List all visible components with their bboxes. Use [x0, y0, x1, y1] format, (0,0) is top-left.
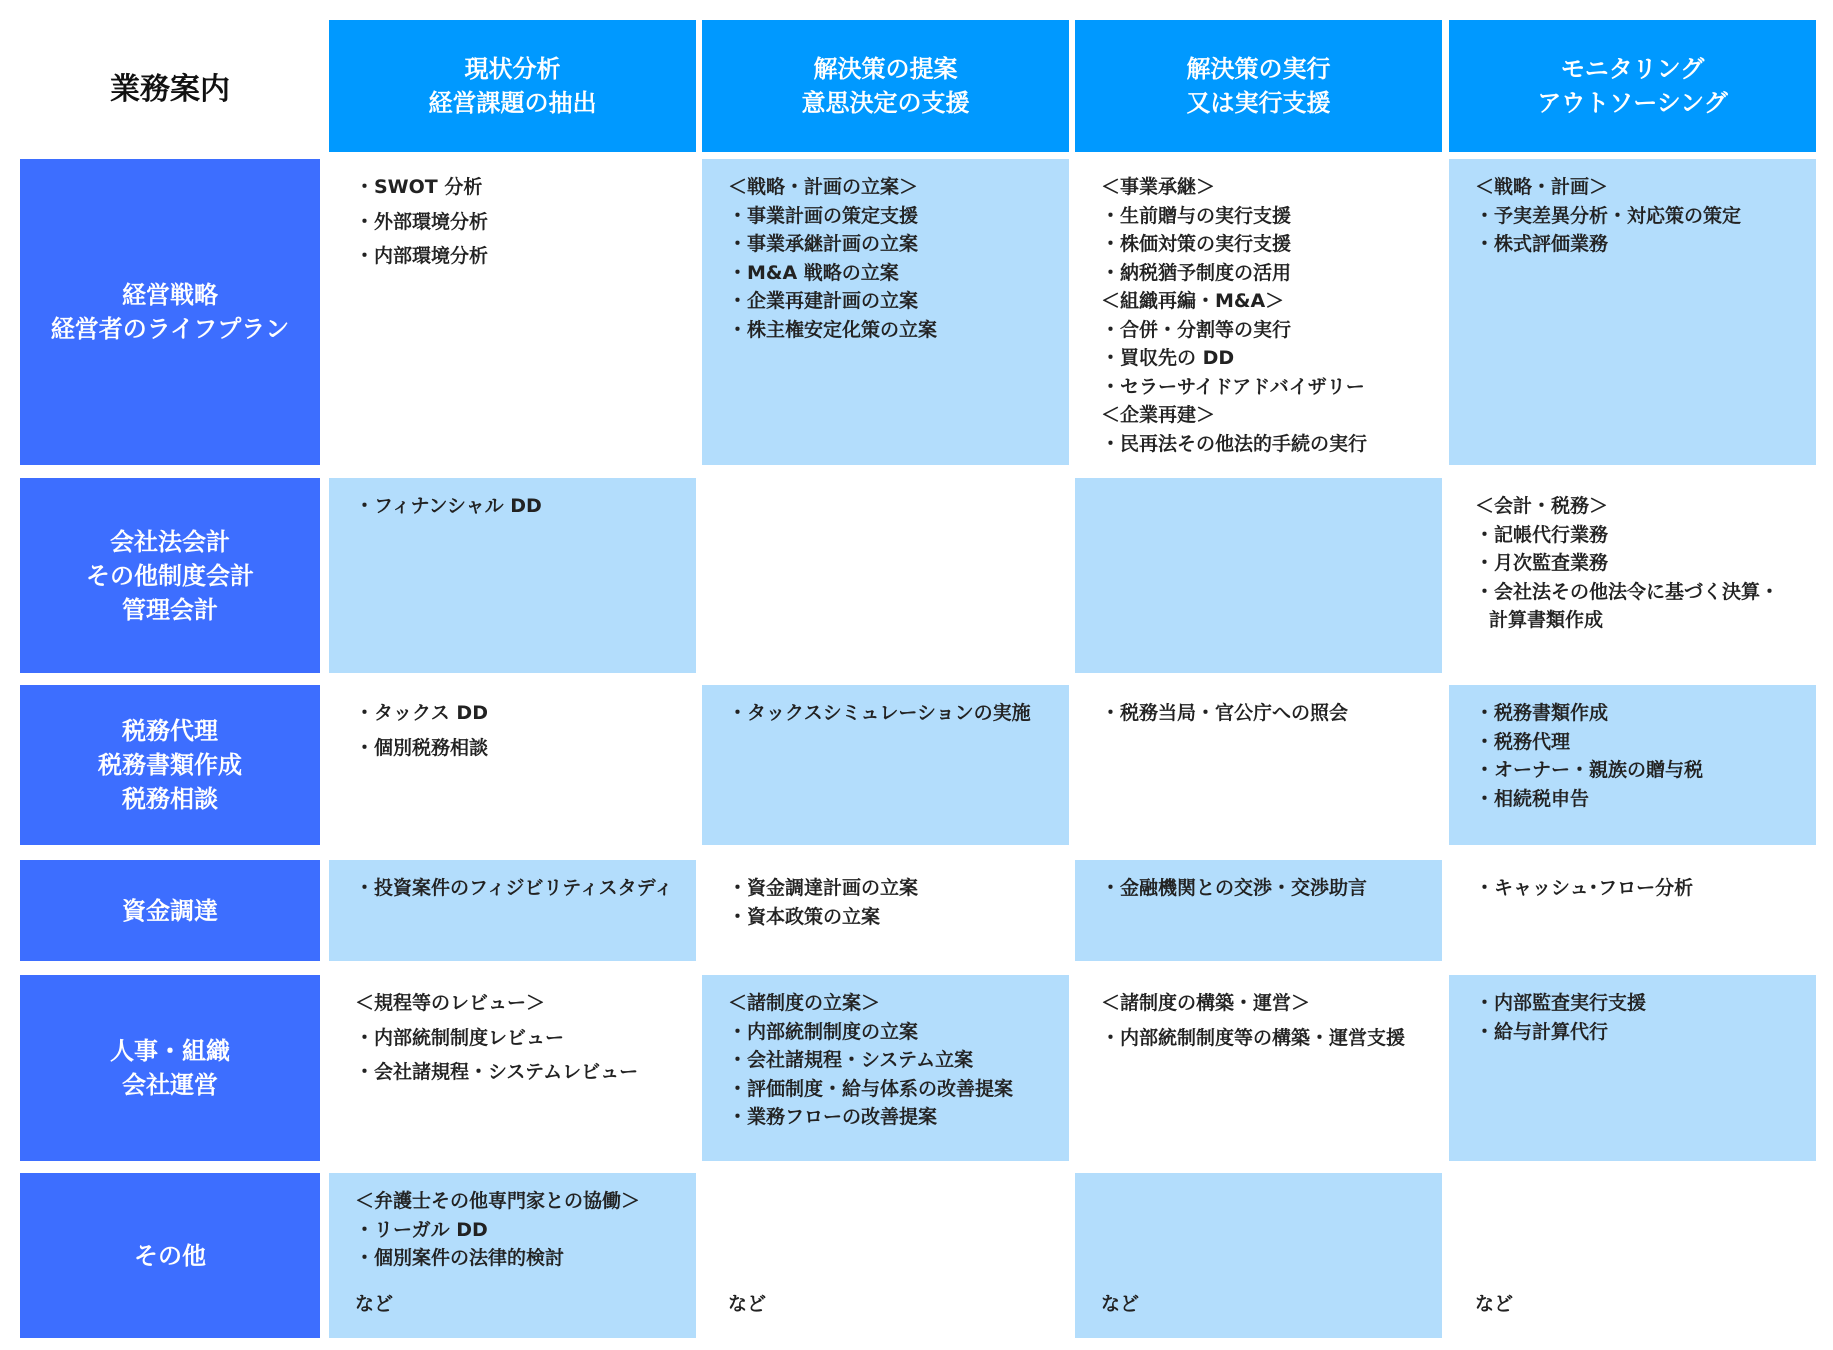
table-cell — [1449, 860, 1816, 961]
cell-item: ・予実差異分析・対応策の策定 — [1475, 204, 1742, 227]
column-header — [1449, 20, 1816, 152]
cell-item: ・株価対策の実行支援 — [1101, 233, 1292, 255]
row-header — [20, 685, 320, 845]
cell-item: ・税務書類作成 — [1475, 702, 1609, 724]
cell-item: ・民再法その他法的手続の実行 — [1101, 432, 1368, 455]
column-header-line: 解決策の提案 — [813, 55, 958, 83]
cell-item: ・リーガル DD — [355, 1218, 488, 1241]
cell-footer-note: など — [1475, 1292, 1514, 1315]
cell-item: ・タックス DD — [355, 702, 488, 724]
column-header-line: 現状分析 — [464, 55, 561, 83]
column-header — [702, 20, 1069, 152]
cell-item: ・会社法その他法令に基づく決算・ — [1475, 580, 1780, 603]
cell-item: ・内部統制制度の立案 — [728, 1020, 919, 1043]
cell-item: ・株主権安定化策の立案 — [728, 318, 938, 341]
table-cell — [1449, 1173, 1816, 1338]
table-cell — [1075, 860, 1442, 961]
table-cell — [702, 159, 1069, 465]
row-header — [20, 1173, 320, 1338]
row-header — [20, 478, 320, 673]
cell-footer-note: など — [1101, 1292, 1140, 1315]
cell-footer-note: など — [728, 1292, 767, 1315]
cell-category: ＜規程等のレビュー＞ — [355, 992, 546, 1014]
cell-footer-note: など — [355, 1292, 394, 1315]
cell-item: ・事業承継計画の立案 — [728, 233, 919, 255]
row-header — [20, 975, 320, 1161]
cell-item: ・納税猶予制度の活用 — [1101, 261, 1292, 284]
cell-item: ・合併・分割等の実行 — [1101, 318, 1292, 341]
table-cell — [1075, 478, 1442, 673]
cell-item: ・キャッシュ･フロー分析 — [1475, 877, 1694, 899]
cell-item: ・外部環境分析 — [355, 210, 489, 233]
column-header-line: 解決策の実行 — [1186, 55, 1331, 83]
table-cell — [329, 159, 696, 465]
table-cell — [702, 1173, 1069, 1338]
cell-category: ＜弁護士その他専門家との協働＞ — [355, 1190, 641, 1212]
cell-item: ・買収先の DD — [1101, 347, 1235, 369]
table-cell — [1075, 159, 1442, 465]
cell-category: ＜会計・税務＞ — [1475, 495, 1609, 517]
row-header-line: 税務相談 — [122, 785, 218, 813]
cell-item: ・税務代理 — [1475, 730, 1571, 753]
cell-item: ・記帳代行業務 — [1475, 523, 1609, 546]
row-header-line: 会社運営 — [122, 1071, 218, 1099]
cell-item: ・金融機関との交渉・交渉助言 — [1101, 877, 1368, 899]
row-header-line: 人事・組織 — [110, 1037, 230, 1065]
cell-item: ・投資案件のフィジビリティスタディ — [355, 877, 674, 899]
table-cell — [702, 860, 1069, 961]
table-cell — [1449, 685, 1816, 845]
cell-item: ・M&A 戦略の立案 — [728, 261, 899, 284]
column-header-line: 経営課題の抽出 — [428, 89, 597, 117]
table-cell — [1075, 685, 1442, 845]
cell-item: ・相続税申告 — [1475, 787, 1590, 810]
cell-item: ・オーナー・親族の贈与税 — [1475, 759, 1704, 781]
cell-item: ・フィナンシャル DD — [355, 495, 542, 517]
cell-item: ・月次監査業務 — [1475, 552, 1609, 574]
cell-item: ・内部統制制度レビュー — [355, 1026, 565, 1049]
cell-item: ・内部統制制度等の構築・運営支援 — [1101, 1026, 1406, 1049]
cell-item: ・業務フローの改善提案 — [728, 1106, 938, 1128]
column-header-line: モニタリング — [1560, 55, 1705, 83]
cell-category: ＜企業再建＞ — [1101, 404, 1216, 426]
cell-item: ・セラーサイドアドバイザリー — [1101, 375, 1365, 398]
cell-item: ・個別税務相談 — [355, 736, 489, 759]
cell-item: ・会社諸規程・システム立案 — [728, 1049, 974, 1071]
row-header-line: 税務書類作成 — [98, 751, 242, 779]
cell-item: 計算書類作成 — [1489, 609, 1604, 631]
cell-category: ＜戦略・計画の立案＞ — [728, 176, 919, 198]
column-header — [329, 20, 696, 152]
table-cell — [329, 685, 696, 845]
cell-category: ＜事業承継＞ — [1101, 176, 1216, 198]
cell-item: ・給与計算代行 — [1475, 1020, 1609, 1043]
table-cell — [329, 860, 696, 961]
cell-item: ・事業計画の策定支援 — [728, 204, 919, 227]
cell-category: ＜諸制度の立案＞ — [728, 992, 881, 1014]
cell-item: ・資本政策の立案 — [728, 905, 881, 928]
cell-item: ・会社諸規程・システムレビュー — [355, 1061, 639, 1083]
cell-item: ・内部環境分析 — [355, 245, 489, 267]
cell-item: ・税務当局・官公庁への照会 — [1101, 702, 1349, 724]
column-header-line: 意思決定の支援 — [801, 89, 970, 117]
cell-item: ・企業再建計画の立案 — [728, 290, 919, 312]
cell-item: ・SWOT 分析 — [355, 176, 483, 198]
table-title: 業務案内 — [110, 72, 230, 107]
row-header-line: その他制度会計 — [86, 561, 254, 590]
table-cell — [1075, 1173, 1442, 1338]
column-header-line: 又は実行支援 — [1186, 89, 1331, 117]
cell-category: ＜戦略・計画＞ — [1475, 176, 1609, 198]
table-cell — [1075, 975, 1442, 1161]
cell-category: ＜諸制度の構築・運営＞ — [1101, 992, 1311, 1014]
table-cell — [702, 478, 1069, 673]
row-header-line: 経営戦略 — [122, 281, 218, 309]
table-cell — [329, 478, 696, 673]
column-header — [1075, 20, 1442, 152]
cell-item: ・株式評価業務 — [1475, 233, 1609, 255]
column-header-line: アウトソーシング — [1537, 89, 1728, 117]
table-cell — [702, 975, 1069, 1161]
row-header-line: 経営者のライフプラン — [50, 315, 290, 343]
cell-item: ・個別案件の法律的検討 — [355, 1247, 565, 1269]
cell-item: ・内部監査実行支援 — [1475, 992, 1647, 1014]
row-header-line: その他 — [134, 1241, 206, 1270]
cell-item: ・資金調達計画の立案 — [728, 877, 919, 899]
row-header — [20, 860, 320, 961]
cell-item: ・タックスシミュレーションの実施 — [728, 702, 1031, 724]
table-cell — [1449, 159, 1816, 465]
row-header-line: 管理会計 — [122, 595, 218, 624]
table-cell — [702, 685, 1069, 845]
table-cell — [329, 1173, 696, 1338]
cell-item: ・生前贈与の実行支援 — [1101, 204, 1292, 227]
row-header — [20, 159, 320, 465]
cell-item: ・評価制度・給与体系の改善提案 — [728, 1077, 1014, 1100]
row-header-line: 会社法会計 — [110, 527, 230, 556]
cell-category: ＜組織再編・M&A＞ — [1101, 290, 1285, 312]
table-cell — [329, 975, 696, 1161]
table-cell — [1449, 975, 1816, 1161]
row-header-line: 税務代理 — [122, 717, 218, 745]
table-cell — [1449, 478, 1816, 673]
row-header-line: 資金調達 — [122, 896, 218, 925]
